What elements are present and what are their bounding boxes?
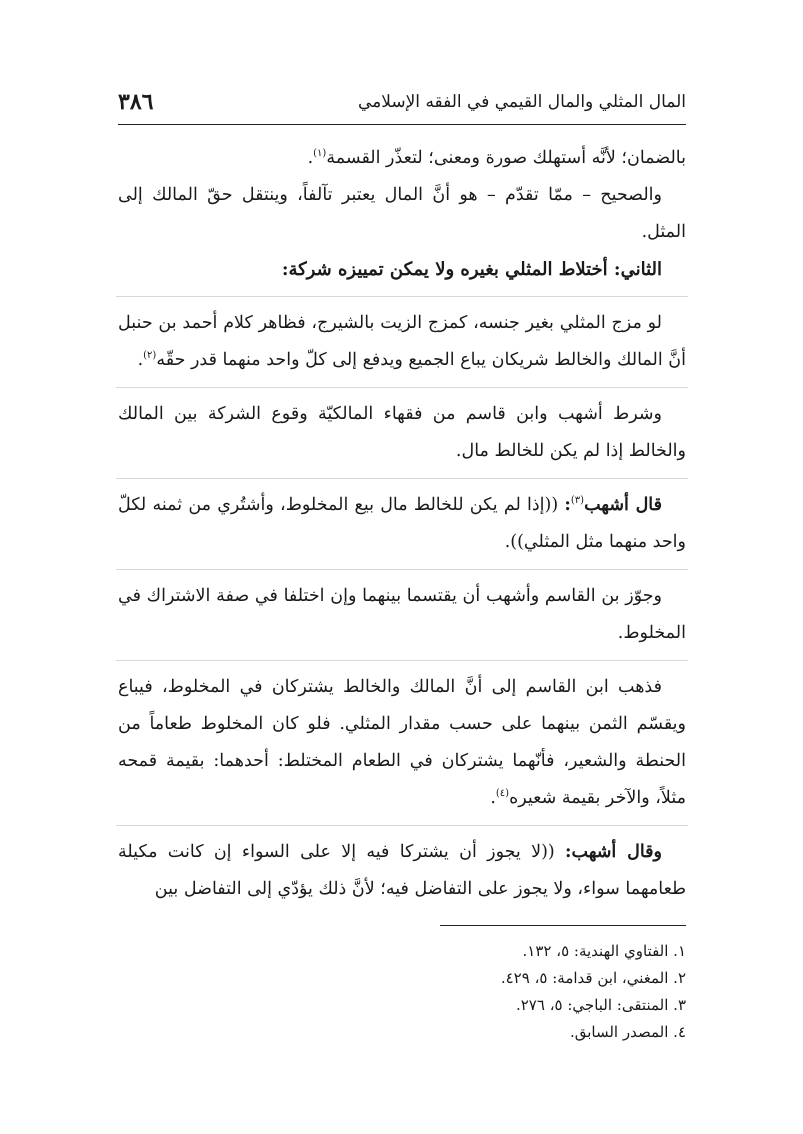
footnote-1: ١. الفتاوي الهندية: ٥، ١٣٢. [522,942,686,960]
footnote-3: ٣. المنتقى: الباجي: ٥، ٢٧٦. [515,996,686,1014]
footnote-separator [440,925,686,926]
page-number: ٣٨٦ [118,89,154,115]
quote-speaker: قال أشهب [584,495,663,515]
quote-speaker-2: وقال أشهب: [565,842,662,862]
paragraph-divider [116,569,688,570]
paragraph-5-text: ((إذا لم يكن للخالط مال بيع المخلوط، وأشتُري من ثمنه لكلّ واحد منهما مثل المثلي)). [118,495,686,552]
paragraph-divider [116,478,688,479]
paragraph-7-text: فذهب ابن القاسم إلى أنَّ المالك والخالط يشتركان في المخلوط، فيباع ويقسّم الثمن بينهما على حسب مقدار المثلي. فلو كان المخلوط طعاماً من الحنطة والشعير، فأنّهما يشتركان في الطعام المختلط: أحدهما: بقيمة قمحه مثلاً، والآخر بقيمة شعيره [118,677,686,808]
paragraph-divider [116,660,688,661]
paragraph-1 [118,140,686,177]
page-body [118,140,686,908]
paragraph-8 [118,834,686,908]
paragraph-7 [118,669,686,817]
footnote-ref-4[interactable]: (٤) [495,788,510,800]
footnote-ref-2[interactable]: (٢) [143,350,157,362]
paragraph-divider [116,296,688,297]
paragraph-5 [118,487,686,561]
page-header [118,84,686,125]
paragraph-6: وجوّز بن القاسم وأشهب أن يقتسما بينهما وإن اختلفا في صفة الاشتراك في المخلوط. [118,586,686,643]
footnote-ref-3[interactable]: (٣) [570,495,585,507]
paragraph-1-text: بالضمان؛ لأنَّه أستهلك صورة ومعنى؛ لتعذّر القسمة [326,148,686,168]
footnote-2: ٢. المغني، ابن قدامة: ٥، ٤٢٩. [500,969,686,987]
quote-colon: : [564,495,571,515]
running-title: المال المثلي والمال القيمي في الفقه الإسلامي [357,92,686,112]
paragraph-3-end: . [137,350,144,370]
paragraph-8-text: ((لا يجوز أن يشتركا فيه إلا على السواء إن كانت مكيلة طعامهما سواء، ولا يجوز على التفاضل فيه؛ لأنَّ ذلك يؤدّي إلى التفاضل بين [118,842,686,899]
footnote-ref-1[interactable]: (١) [313,148,327,160]
footnote-4: ٤. المصدر السابق. [569,1023,686,1041]
paragraph-1-end: . [307,148,314,168]
paragraph-3-text: لو مزج المثلي بغير جنسه، كمزج الزيت بالشيرج، فظاهر كلام أحمد بن حنبل أنَّ المالك والخالط شريكان يباع الجميع ويدفع إلى كلّ واحد منهما قدر حقّه [118,313,686,370]
paragraph-3 [118,305,686,379]
paragraph-divider [116,825,688,826]
paragraph-2: والصحيح – ممّا تقدّم – هو أنَّ المال يعتبر تآلفاً، وينتقل حقّ المالك إلى المثل. [118,185,686,242]
paragraph-7-end: . [490,788,496,808]
footnotes [300,938,686,1046]
section-heading: الثاني: أختلاط المثلي بغيره ولا يمكن تمييزه شركة: [281,259,662,280]
paragraph-4: وشرط أشهب وابن قاسم من فقهاء المالكيّة وقوع الشركة بين المالك والخالط إذا لم يكن للخالط مال. [118,404,686,461]
paragraph-divider [116,387,688,388]
